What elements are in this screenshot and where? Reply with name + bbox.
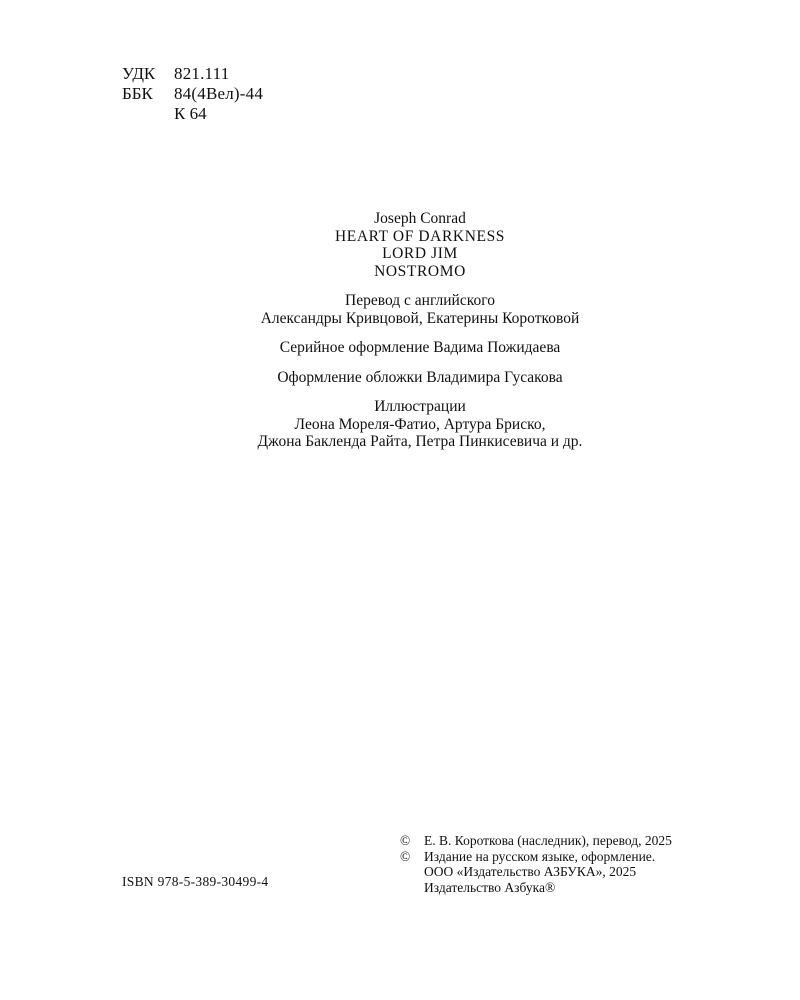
copyright-edition-line-3: Издательство Азбука® (424, 879, 556, 895)
translation-credit (120, 292, 720, 327)
copyright-edition-text (424, 849, 655, 896)
original-author: Joseph Conrad (374, 210, 466, 227)
title-credits-block (120, 210, 720, 463)
original-title-2: LORD JIM (382, 245, 458, 262)
isbn: ISBN 978-5-389-30499-4 (122, 874, 269, 889)
copyright-block (400, 833, 672, 895)
udk-row (122, 64, 263, 84)
illustrators-line-1: Леона Мореля-Фатио, Артура Бриско, (294, 415, 546, 433)
bbk-row (122, 84, 263, 104)
classification-block (122, 64, 263, 124)
original-title-1: HEART OF DARKNESS (334, 227, 506, 245)
udk-value: 821.111 (174, 64, 230, 83)
copyright-symbol: © (400, 848, 411, 864)
bbk-label: ББК (122, 84, 153, 103)
illustrators-line-2: Джона Баклендa Райта, Петра Пинкисевича и др. (257, 433, 583, 450)
series-design-text: Серийное оформление Вадима Пожидаева (279, 339, 561, 356)
copyright-translation-text: Е. В. Короткова (наследник), перевод, 2025 (424, 833, 672, 848)
author-mark: К 64 (174, 104, 207, 123)
original-title-3: NOSTROMO (374, 262, 466, 280)
translators: Александры Кривцовой, Екатерины Коротковой (260, 309, 580, 327)
bbk-value: 84(4Вел)-44 (174, 84, 264, 103)
copyright-entry-translation (400, 833, 672, 849)
original-titles (120, 210, 720, 280)
illustrations-heading: Иллюстрации (374, 398, 466, 415)
cover-design-credit (120, 369, 720, 387)
copyright-entry-edition (400, 849, 672, 896)
copyright-symbol: © (400, 833, 411, 848)
copyright-edition-line-2: ООО «Издательство АЗБУКА», 2025 (424, 864, 637, 879)
udk-label: УДК (122, 64, 156, 83)
copyright-edition-line-1: Издание на русском языке, оформление. (424, 848, 656, 864)
cover-design-text: Оформление обложки Владимира Гусакова (277, 368, 563, 386)
translation-heading: Перевод с английского (345, 292, 495, 309)
illustrations-credit (120, 398, 720, 451)
series-design-credit (120, 339, 720, 357)
